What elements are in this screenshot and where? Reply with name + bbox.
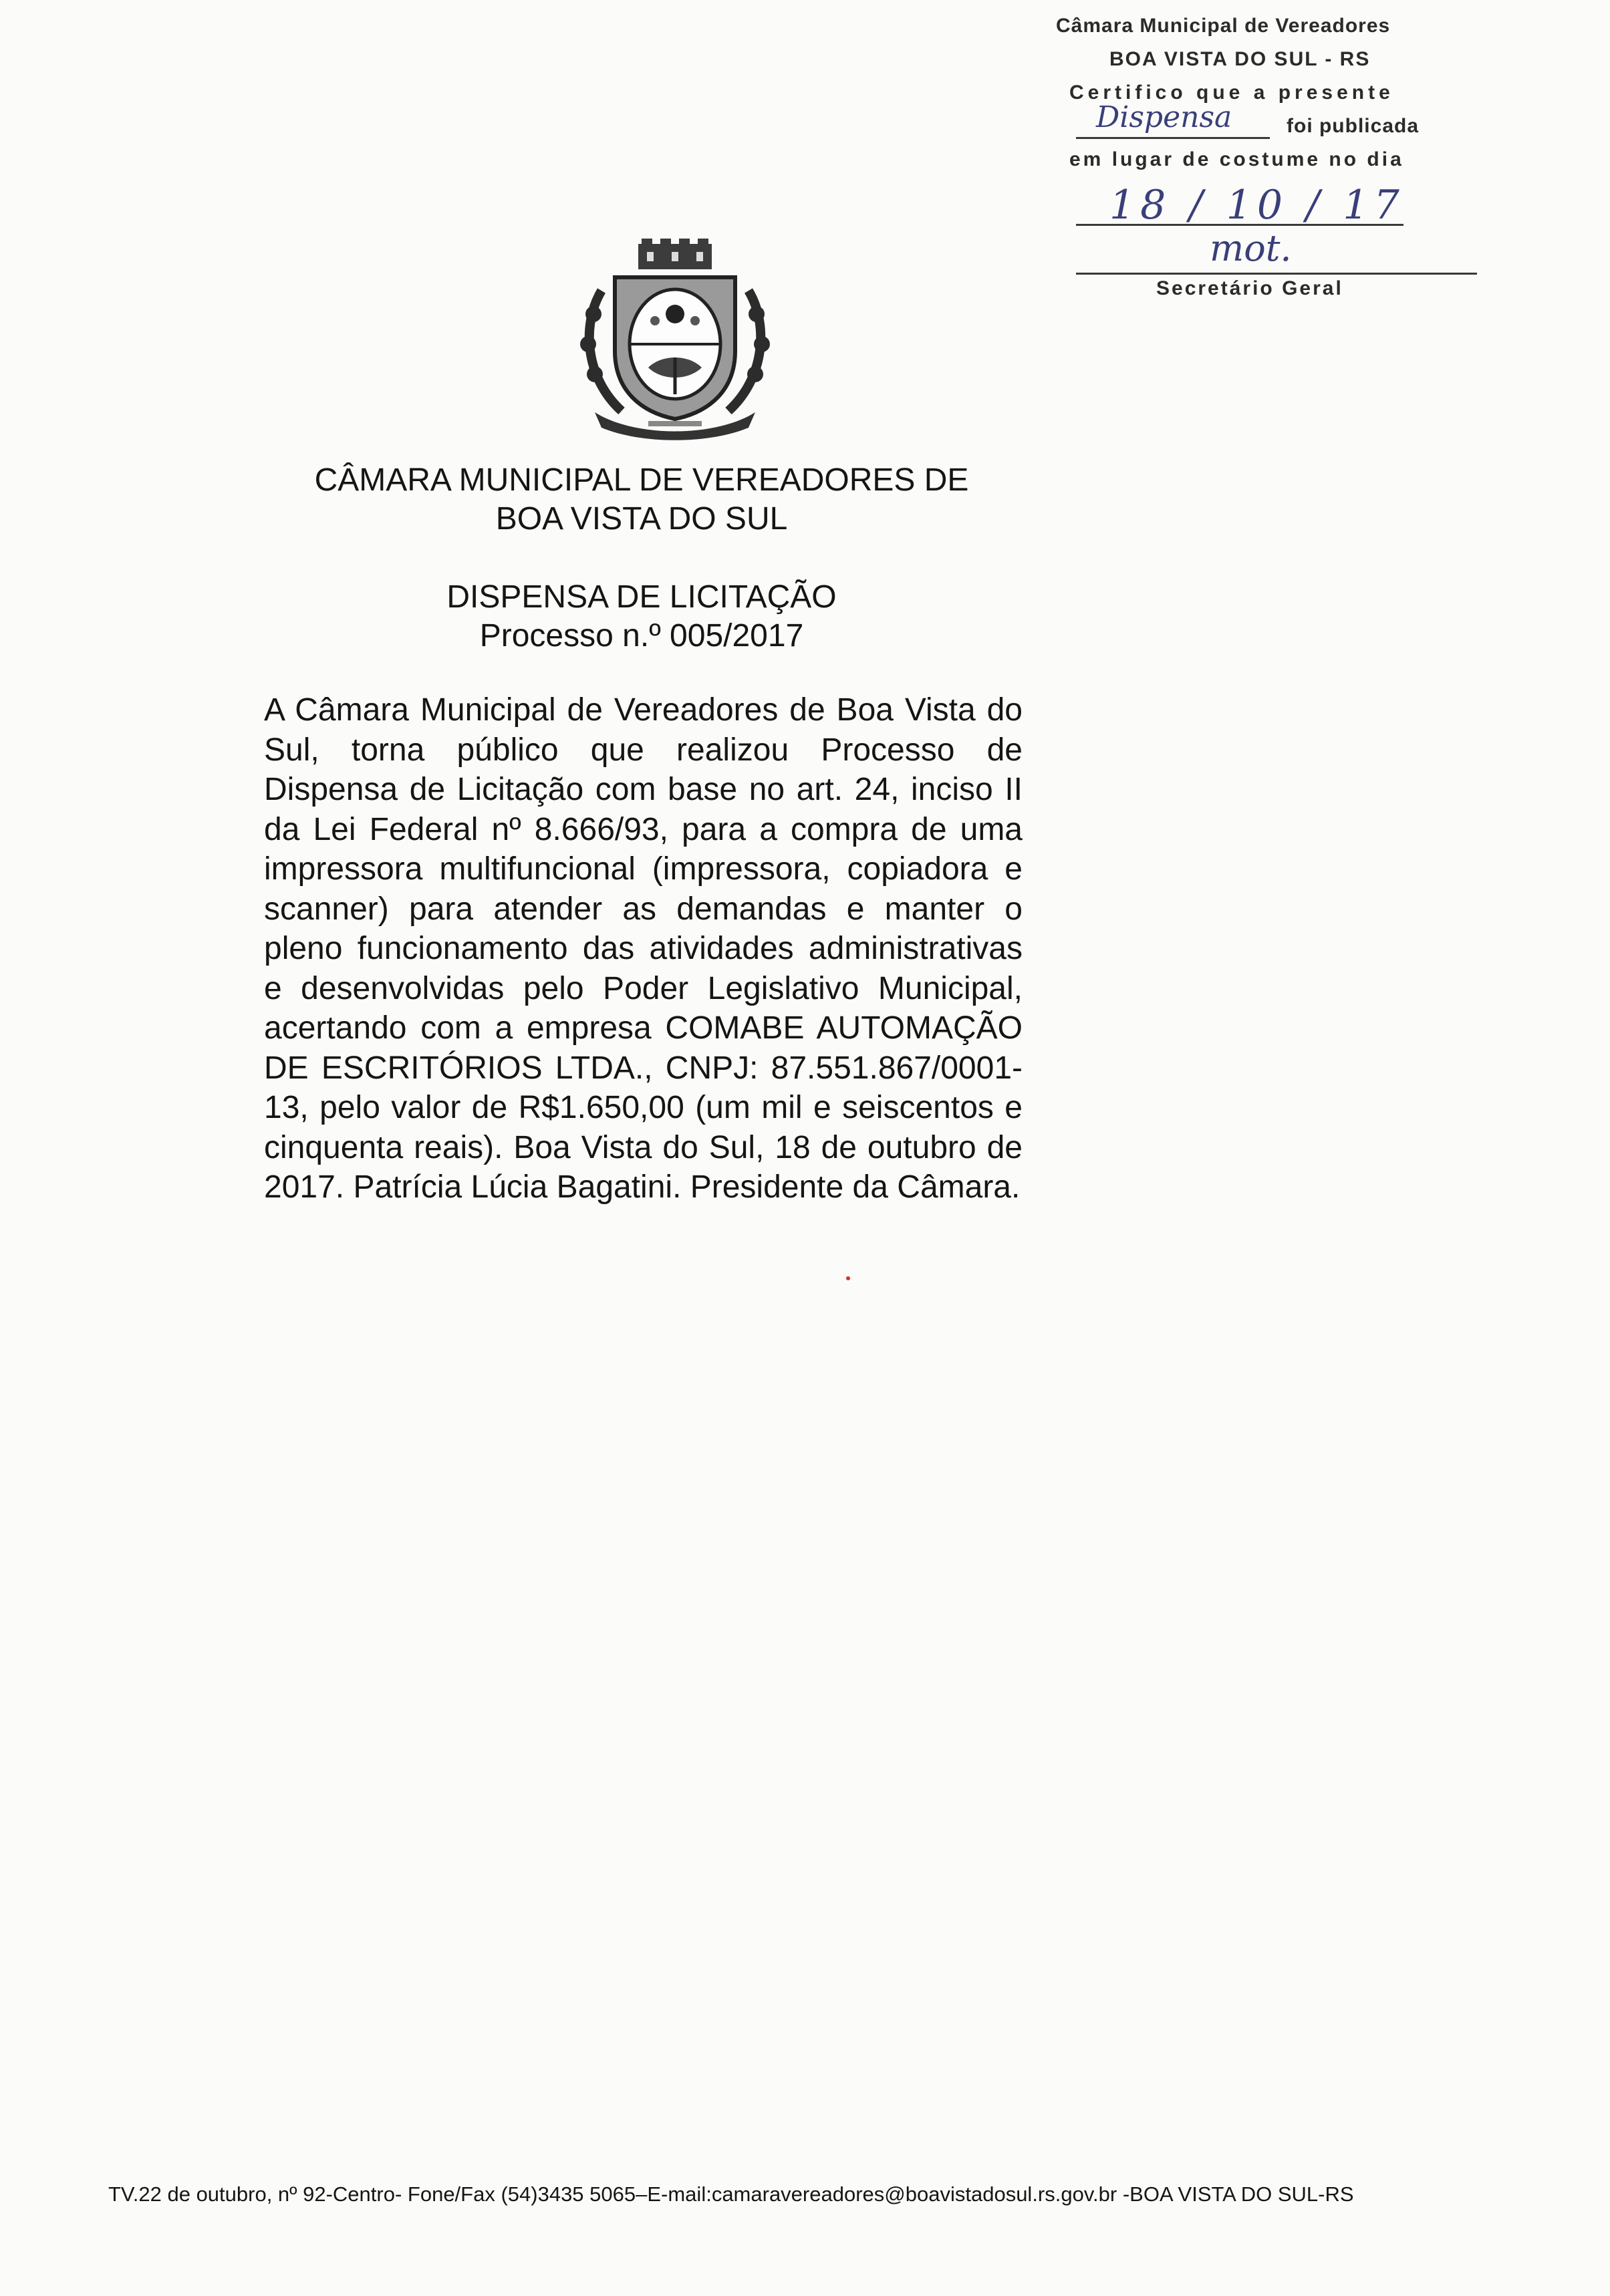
document-heading [0, 578, 1283, 656]
institution-line-1: CÂMARA MUNICIPAL DE VEREADORES DE [314, 462, 969, 498]
stamp-handwritten-word: Dispensa [1096, 100, 1232, 134]
stamp-signature: mot. [1210, 227, 1292, 269]
stamp-date-rule [1076, 224, 1403, 226]
stamp-rule [1076, 137, 1270, 139]
stamp-handwritten-date: 18 / 10 / 17 [1109, 182, 1405, 229]
institution-line-2: BOA VISTA DO SUL [495, 501, 788, 537]
stamp-certify: Certifico que a presente [1069, 82, 1394, 104]
stamp-secretary: Secretário Geral [1156, 277, 1343, 299]
stamp-signature-rule [1076, 273, 1477, 275]
stamp-published: foi publicada [1287, 115, 1420, 137]
notice-paragraph: A Câmara Municipal de Vereadores de Boa Vista do Sul, torna público que realizou Processo de Dispensa de Licitação com base no art. 24, inciso II da Lei Federal nº 8.666/93, para a compra de uma impressora multifuncional (impressora, copiadora e scanner) para atender as demandas e manter o pleno funcionamento das atividades administrativas e desenvolvidas pelo Poder Legislativo Municipal, acertando com a empresa COMABE AUTOMAÇÃO DE ESCRITÓRIOS LTDA., CNPJ: 87.551.867/0001-13, pelo valor de R$1.650,00 (um mil e seiscentos e cinquenta reais). Boa Vista do Sul, 18 de outubro de 2017. Patrícia Lúcia Bagatini. Presidente da Câmara. [264, 692, 1023, 1205]
document-title: DISPENSA DE LICITAÇÃO [446, 579, 837, 615]
process-number: Processo n.º 005/2017 [479, 618, 804, 654]
publication-stamp [1056, 7, 1477, 301]
coat-of-arms-icon [575, 237, 775, 444]
stamp-institution: Câmara Municipal de Vereadores [1056, 15, 1391, 37]
footer-address: TV.22 de outubro, nº 92-Centro- Fone/Fax (54)3435 5065–E-mail:camaravereadores@boavistadosul.rs.gov.br -BOA VISTA DO SUL-RS [108, 2182, 1354, 2206]
stamp-place: em lugar de costume no dia [1069, 148, 1404, 170]
stamp-city: BOA VISTA DO SUL - RS [1109, 48, 1371, 70]
institution-header [0, 461, 1283, 539]
ink-speck [846, 1276, 850, 1280]
